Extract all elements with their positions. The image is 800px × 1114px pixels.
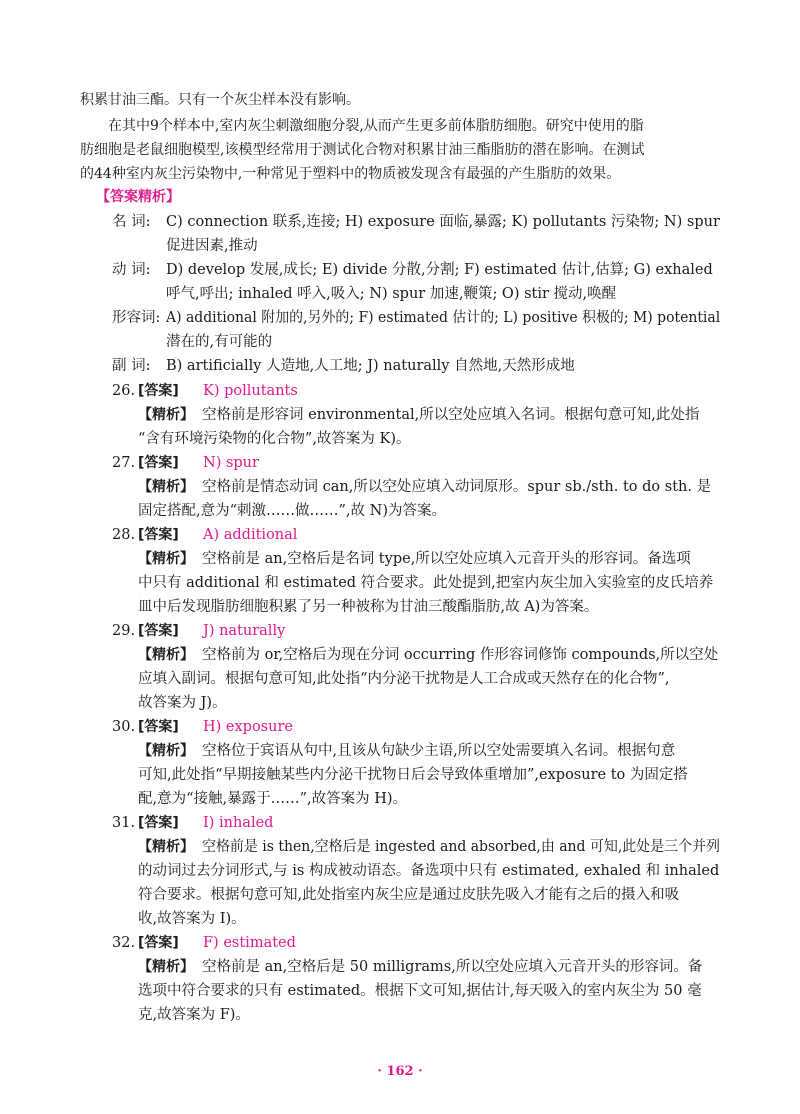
- explain-label: 【精析】: [138, 551, 194, 567]
- answer-label: [答案]: [138, 815, 179, 831]
- explain-label: 【精析】: [138, 647, 194, 663]
- item-number: 28.: [112, 527, 136, 543]
- answer-value: N) spur: [203, 455, 259, 471]
- answer-label: [答案]: [138, 383, 179, 399]
- answer-label: [答案]: [138, 719, 179, 735]
- answer-label: [答案]: [138, 527, 179, 543]
- answer-value: F) estimated: [203, 935, 296, 951]
- item-number: 31.: [112, 815, 136, 831]
- explain-line: 空格前是形容词 environmental,所以空处应填入名词。根据句意可知,此处指: [202, 407, 700, 423]
- explain-label: 【精析】: [138, 959, 194, 975]
- explain-line: 空格前为 or,空格后为现在分词 occurring 作形容词修饰 compounds,所以空处: [202, 647, 719, 663]
- explain-line: 空格前是 an,空格后是 50 milligrams,所以空处应填入元音开头的形容词。备: [202, 959, 703, 975]
- explain-line: 符合要求。根据句意可知,此处指室内灰尘应是通过皮肤先吸入才能有之后的摄入和吸: [138, 887, 680, 903]
- adv-label: 副 词:: [112, 358, 151, 374]
- explain-line: “含有环境污染物的化合物”,故答案为 K)。: [138, 431, 411, 447]
- explain-line: 中只有 additional 和 estimated 符合要求。此处提到,把室内灰尘加入实验室的皮氏培养: [138, 575, 714, 591]
- answer-value: A) additional: [203, 527, 298, 543]
- noun-line-1: C) connection 联系,连接; H) exposure 面临,暴露; K) pollutants 污染物; N) spur: [166, 214, 720, 230]
- intro-para2-line-3: 的44种室内灰尘污染物中,一种常见于塑料中的物质被发现含有最强的产生脂肪的效果。: [80, 166, 621, 182]
- explain-label: 【精析】: [138, 479, 194, 495]
- adj-line-1: A) additional 附加的,另外的; F) estimated 估计的; L) positive 积极的; M) potential: [166, 310, 721, 326]
- intro-para2-line-1: 在其中9个样本中,室内灰尘刺激细胞分裂,从而产生更多前体脂肪细胞。研究中使用的脂: [108, 118, 644, 134]
- explain-line: 应填入副词。根据句意可知,此处指“内分泌干扰物是人工合成或天然存在的化合物”,: [138, 671, 670, 687]
- explain-line: 选项中符合要求的只有 estimated。根据下文可知,据估计,每天吸入的室内灰尘为 50 毫: [138, 983, 702, 999]
- explain-line: 空格前是情态动词 can,所以空处应填入动词原形。spur sb./sth. to do sth. 是: [202, 479, 712, 495]
- item-number: 26.: [112, 383, 136, 399]
- analysis-heading: 【答案精析】: [96, 189, 180, 205]
- explain-line: 固定搭配,意为“刺激……做……”,故 N)为答案。: [138, 503, 446, 519]
- answer-value: I) inhaled: [203, 815, 274, 831]
- verb-line-2: 呼气,呼出; inhaled 呼入,吸入; N) spur 加速,鞭策; O) stir 搅动,唤醒: [166, 286, 617, 302]
- explain-line: 皿中后发现脂肪细胞积累了另一种被称为甘油三酸酯脂肪,故 A)为答案。: [138, 599, 599, 615]
- explain-line: 故答案为 J)。: [138, 695, 227, 711]
- item-number: 30.: [112, 719, 136, 735]
- answer-value: J) naturally: [203, 623, 286, 639]
- explain-line: 空格前是 an,空格后是名词 type,所以空处应填入元音开头的形容词。备选项: [202, 551, 691, 567]
- item-number: 27.: [112, 455, 136, 471]
- explain-label: 【精析】: [138, 407, 194, 423]
- adv-line-1: B) artificially 人造地,人工地; J) naturally 自然地,天然形成地: [166, 358, 575, 374]
- explain-line: 收,故答案为 I)。: [138, 911, 246, 927]
- item-number: 29.: [112, 623, 136, 639]
- explain-label: 【精析】: [138, 743, 194, 759]
- explain-line: 克,故答案为 F)。: [138, 1007, 250, 1023]
- page-number: · 162 ·: [377, 1064, 423, 1079]
- item-number: 32.: [112, 935, 136, 951]
- intro-para2-line-2: 肪细胞是老鼠细胞模型,该模型经常用于测试化合物对积累甘油三酯脂肪的潜在影响。在测试: [80, 142, 645, 158]
- noun-line-2: 促进因素,推动: [166, 238, 258, 254]
- answer-label: [答案]: [138, 455, 179, 471]
- intro-line-1: 积累甘油三酯。只有一个灰尘样本没有影响。: [80, 92, 360, 108]
- adj-label: 形容词:: [112, 310, 161, 326]
- explain-line: 配,意为“接触,暴露于……”,故答案为 H)。: [138, 791, 408, 807]
- explain-line: 的动词过去分词形式,与 is 构成被动语态。备选项中只有 estimated, exhaled 和 inhaled: [138, 863, 720, 879]
- answer-label: [答案]: [138, 935, 179, 951]
- explain-line: 空格前是 is then,空格后是 ingested and absorbed,由 and 可知,此处是三个并列: [202, 839, 721, 855]
- explain-line: 可知,此处指“早期接触某些内分泌干扰物日后会导致体重增加”,exposure to 为固定搭: [138, 767, 688, 783]
- answer-value: H) exposure: [203, 719, 293, 735]
- adj-line-2: 潜在的,有可能的: [166, 334, 273, 350]
- noun-label: 名 词:: [112, 214, 151, 230]
- explain-line: 空格位于宾语从句中,且该从句缺少主语,所以空处需要填入名词。根据句意: [202, 743, 676, 759]
- verb-line-1: D) develop 发展,成长; E) divide 分散,分割; F) estimated 估计,估算; G) exhaled: [166, 262, 713, 278]
- answer-label: [答案]: [138, 623, 179, 639]
- answer-value: K) pollutants: [203, 383, 298, 399]
- verb-label: 动 词:: [112, 262, 151, 278]
- explain-label: 【精析】: [138, 839, 194, 855]
